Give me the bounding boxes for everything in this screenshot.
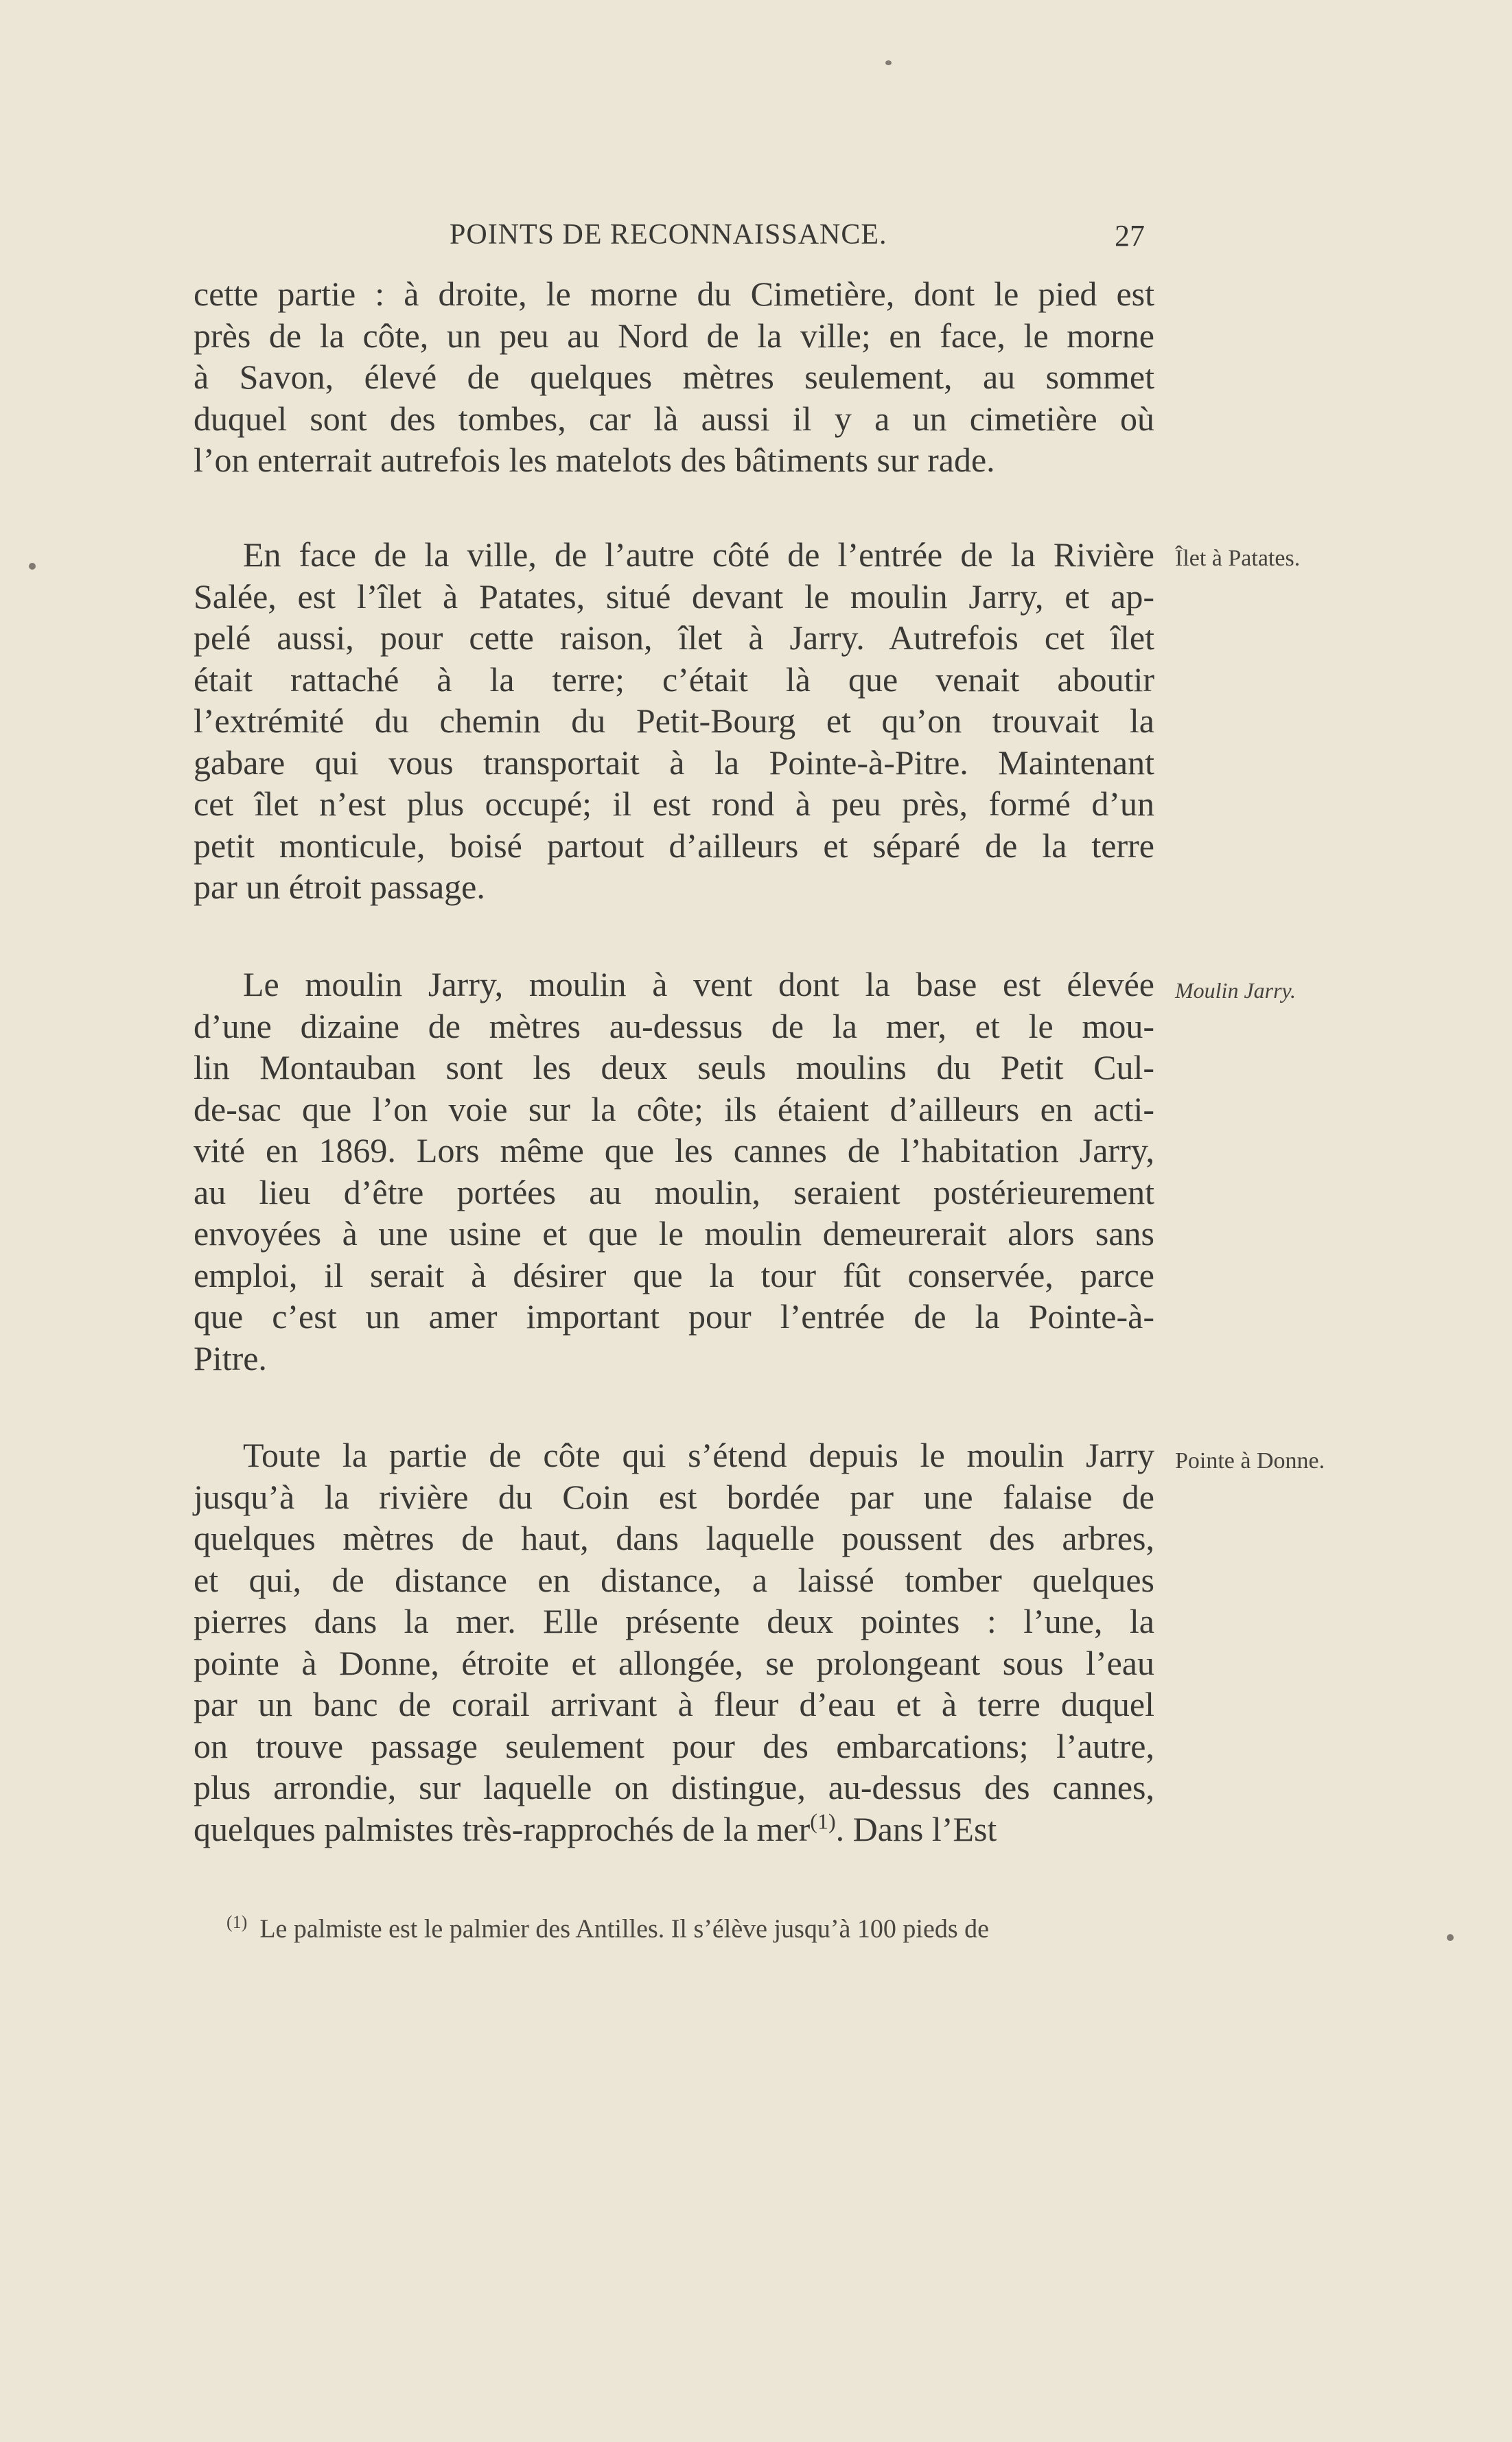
text-line: par un étroit passage.: [194, 868, 485, 906]
text-line: d’une dizaine de mètres au-dessus de la mer, et le mou-: [194, 1006, 1154, 1045]
text-line: cette partie : à droite, le morne du Cimetière, dont le pied est: [194, 275, 1154, 313]
text-line-part: quelques palmistes très-rapprochés de la mer: [194, 1809, 811, 1848]
text-line: vité en 1869. Lors même que les cannes de l’habitation Jarry,: [194, 1131, 1154, 1170]
text-line: emploi, il serait à désirer que la tour fût conservée, parce: [194, 1255, 1154, 1294]
footnote: [226, 1912, 989, 1944]
text-line-part: . Dans l’Est: [835, 1809, 997, 1848]
paper-speck: [1447, 1934, 1454, 1941]
margin-note-pointe-a-donne: Pointe à Donne.: [1175, 1448, 1325, 1474]
text-line: quelques mètres de haut, dans laquelle poussent des arbres,: [194, 1519, 1154, 1557]
paragraph-moulin-jarry: [194, 964, 1154, 1379]
paper-speck: [29, 563, 36, 570]
text-line: et qui, de distance en distance, a laissé tomber quelques: [194, 1560, 1154, 1599]
text-line: l’extrémité du chemin du Petit-Bourg et qu’on trouvait la: [194, 701, 1154, 740]
paragraph-cimetiere: [194, 273, 1154, 481]
footnote-text: Le palmiste est le palmier des Antilles. Il s’élève jusqu’à 100 pieds de: [259, 1914, 989, 1944]
text-line: cet îlet n’est plus occupé; il est rond à peu près, formé d’un: [194, 784, 1154, 823]
text-line: à Savon, élevé de quelques mètres seulement, au sommet: [194, 358, 1154, 396]
text-line: Toute la partie de côte qui s’étend depuis le moulin Jarry: [243, 1436, 1154, 1474]
running-title: POINTS DE RECONNAISSANCE.: [450, 219, 887, 251]
text-line: au lieu d’être portées au moulin, seraient postérieurement: [194, 1172, 1154, 1211]
text-line: petit monticule, boisé partout d’ailleurs et séparé de la terre: [194, 826, 1154, 865]
page-header: [199, 218, 1153, 259]
text-line: envoyées à une usine et que le moulin demeurerait alors sans: [194, 1214, 1154, 1253]
page-number: 27: [1115, 219, 1145, 253]
margin-note-moulin-jarry: Moulin Jarry.: [1175, 978, 1296, 1003]
text-line: de-sac que l’on voie sur la côte; ils étaient d’ailleurs en acti-: [194, 1089, 1154, 1128]
text-line: lin Montauban sont les deux seuls moulins du Petit Cul-: [194, 1048, 1154, 1086]
text-line: gabare qui vous transportait à la Pointe-à-Pitre. Maintenant: [194, 743, 1154, 782]
footnote-reference: (1): [810, 1808, 836, 1833]
text-line: [194, 1809, 1154, 1850]
text-line: était rattaché à la terre; c’était là que venait aboutir: [194, 660, 1154, 699]
text-line: on trouve passage seulement pour des embarcations; l’autre,: [194, 1726, 1154, 1765]
text-line: pelé aussi, pour cette raison, îlet à Jarry. Autrefois cet îlet: [194, 618, 1154, 657]
paragraph-ilet-a-patates: [194, 534, 1154, 908]
paragraph-pointe-a-donne: [194, 1434, 1154, 1850]
text-line: Salée, est l’îlet à Patates, situé devant le moulin Jarry, et ap-: [194, 577, 1154, 616]
text-line: que c’est un amer important pour l’entrée de la Pointe-à-: [194, 1297, 1154, 1336]
paper-speck: [885, 60, 892, 65]
text-line: jusqu’à la rivière du Coin est bordée par une falaise de: [194, 1477, 1154, 1516]
text-line: plus arrondie, sur laquelle on distingue, au-dessus des cannes,: [194, 1768, 1154, 1806]
margin-note-ilet-a-patates: Îlet à Patates.: [1175, 546, 1301, 571]
text-line: pointe à Donne, étroite et allongée, se prolongeant sous l’eau: [194, 1643, 1154, 1682]
text-line: Pitre.: [194, 1338, 267, 1377]
text-line: par un banc de corail arrivant à fleur d’eau et à terre duquel: [194, 1685, 1154, 1723]
text-line: l’on enterrait autrefois les matelots des bâtiments sur rade.: [194, 441, 995, 479]
text-line: près de la côte, un peu au Nord de la ville; en face, le morne: [194, 316, 1154, 355]
footnote-mark: (1): [226, 1912, 248, 1932]
text-line: Le moulin Jarry, moulin à vent dont la base est élevée: [243, 965, 1154, 1003]
text-line: pierres dans la mer. Elle présente deux pointes : l’une, la: [194, 1602, 1154, 1640]
text-line: duquel sont des tombes, car là aussi il y a un cimetière où: [194, 399, 1154, 438]
text-line: En face de la ville, de l’autre côté de l’entrée de la Rivière: [243, 535, 1154, 574]
